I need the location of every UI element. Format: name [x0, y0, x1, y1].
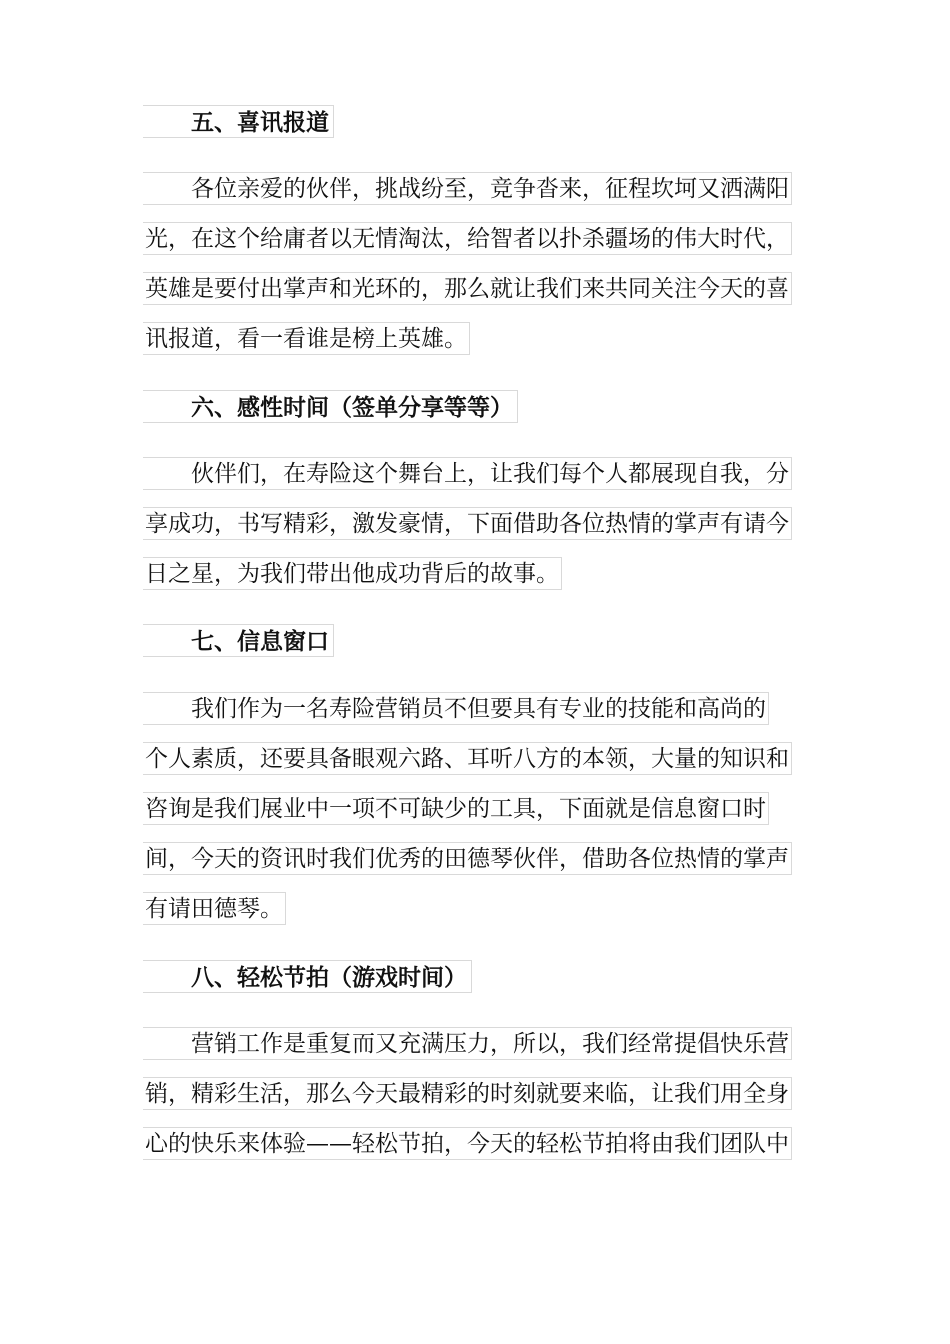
paragraph-line: 营销工作是重复而又充满压力，所以，我们经常提倡快乐营 [143, 1027, 792, 1060]
paragraph-line: 个人素质，还要具备眼观六路、耳听八方的本领，大量的知识和 [143, 742, 792, 775]
paragraph-line: 日之星，为我们带出他成功背后的故事。 [143, 557, 562, 590]
section-heading-8: 八、轻松节拍（游戏时间） [143, 960, 472, 993]
section-heading-7: 七、信息窗口 [143, 624, 334, 657]
section-heading-6: 六、感性时间（签单分享等等） [143, 390, 518, 423]
section-heading-5: 五、喜讯报道 [143, 105, 334, 138]
paragraph-line: 间，今天的资讯时我们优秀的田德琴伙伴，借助各位热情的掌声 [143, 842, 792, 875]
paragraph-line: 有请田德琴。 [143, 892, 286, 925]
paragraph-line: 咨询是我们展业中一项不可缺少的工具，下面就是信息窗口时 [143, 792, 769, 825]
paragraph-line: 讯报道，看一看谁是榜上英雄。 [143, 322, 470, 355]
paragraph-line: 各位亲爱的伙伴，挑战纷至，竞争沓来，征程坎坷又洒满阳 [143, 172, 792, 205]
paragraph-line: 享成功，书写精彩，激发豪情，下面借助各位热情的掌声有请今 [143, 507, 792, 540]
paragraph-line: 伙伴们，在寿险这个舞台上，让我们每个人都展现自我，分 [143, 457, 792, 490]
paragraph-line: 英雄是要付出掌声和光环的，那么就让我们来共同关注今天的喜 [143, 272, 792, 305]
paragraph-line: 光，在这个给庸者以无情淘汰，给智者以扑杀疆场的伟大时代， [143, 222, 792, 255]
paragraph-line: 我们作为一名寿险营销员不但要具有专业的技能和高尚的 [143, 692, 769, 725]
paragraph-line: 销，精彩生活，那么今天最精彩的时刻就要来临，让我们用全身 [143, 1077, 792, 1110]
paragraph-line: 心的快乐来体验——轻松节拍，今天的轻松节拍将由我们团队中 [143, 1127, 792, 1160]
